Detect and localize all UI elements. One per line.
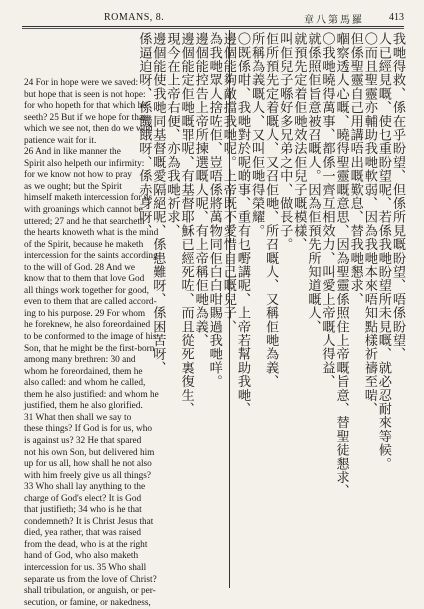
chinese-column: 邊個能使我哋同基督嘅愛隔絕呢、係患難呀、係困苦呀、	[150, 32, 166, 375]
english-line: that justifieth; 34 who is he that	[24, 505, 142, 516]
chinese-column: 〇我哋曉得萬事、都係一齊互相效力、叫愛上帝嘅人得益、	[319, 32, 335, 389]
chinese-running-title: 章八第馬羅	[304, 15, 364, 26]
english-line: shall tribulation, or anguish, or per-	[24, 586, 156, 597]
chinese-text-column	[136, 32, 405, 584]
english-line: these things? If God is for us, who	[24, 424, 153, 435]
english-line: patience wait for it.	[24, 135, 97, 146]
chinese-column: 我哋得救、係在乎盼望、但係所見嘅盼望、唔係盼望、	[390, 32, 405, 361]
english-line: as we ought; but the Spirit	[24, 181, 122, 192]
chinese-column: 為我哋眾人捨咗佢、豈唔係將萬物同佢白白咁賜過我哋咩。	[206, 32, 222, 389]
chinese-column: 邊個能定佢哋嘅罪呢、有基督耶穌已經死咗、而且從死裏復生、	[178, 32, 194, 416]
english-line: condemneth? It is Christ Jesus that	[24, 516, 154, 527]
chinese-column: 叫佢兒子喺好多兄弟之中、做長子。	[277, 32, 293, 252]
chinese-column: 係逼迫呀、係饑餓呀、係赤身呀、	[136, 32, 152, 238]
chinese-column: 就預先定着佢哋效法佢兒子嘅模樣、	[291, 32, 307, 252]
english-line: intercession for the saints according	[24, 251, 158, 262]
english-running-title: ROMANS, 8.	[104, 12, 165, 23]
english-line: himself maketh intercession for us	[24, 193, 153, 204]
english-line: intercession for us. 35 Who shall	[24, 562, 147, 573]
english-line: charge of God's elect? It is God	[24, 493, 142, 504]
english-line: which we see not, then do we with	[24, 124, 153, 135]
english-line: to be conformed to the image of his	[24, 332, 157, 343]
english-line: Son, that he might be the first-born	[24, 343, 155, 354]
english-line: seeth? 25 But if we hope for that	[24, 112, 146, 123]
page-number: 413	[389, 12, 404, 23]
english-line: know that to them that love God	[24, 274, 145, 285]
english-line: but hope that is seen is not hope:	[24, 89, 146, 100]
header-rule-secondary	[22, 28, 404, 29]
chinese-column: 現今在上帝右便、亦為我哋祈求、	[164, 32, 180, 238]
english-line: 26 And in like manner the	[24, 147, 121, 158]
english-line: to the will of God. 28 And we	[24, 262, 136, 273]
english-line: with groanings which cannot be	[24, 205, 143, 216]
chinese-column: 就係照佢旨意被召嘅人。因為佢預先所知道嘅人、	[305, 32, 321, 334]
chinese-column: 〇既係咁、我哋對於呢啲事、重有乜嘢講呢、上帝若幫助我哋、	[234, 32, 250, 416]
english-line: up for us all, how shall he not also	[24, 459, 152, 470]
chinese-column: 但係聖靈自己用講唔出嘅歎息、替我哋懇求、	[347, 32, 363, 306]
english-line: also called: and whom he called,	[24, 378, 146, 389]
english-line: 33 Who shall lay anything to the	[24, 482, 146, 493]
english-line: the hearts knoweth what is the mind	[24, 228, 159, 239]
english-line: Spirit also helpeth our infirmity:	[24, 158, 145, 169]
english-line: he foreknew, he also foreordained	[24, 320, 151, 331]
english-line: justified, them he also glorified.	[24, 401, 143, 412]
english-line: not his own Son, but delivered him	[24, 447, 155, 458]
english-line: from the dead, who is at the right	[24, 539, 148, 550]
english-line: is against us? 32 He that spared	[24, 435, 142, 446]
english-line: hand of God, who also maketh	[24, 551, 139, 562]
chinese-column: 所稱為義嘅人、又叫佢哋得榮耀。	[249, 32, 265, 238]
page-header	[22, 10, 404, 26]
english-line: secution, or famine, or nakedness,	[24, 597, 151, 608]
english-line: ing to his purpose. 29 For whom	[24, 308, 146, 319]
english-line: even to them that are called accord-	[24, 297, 157, 308]
english-line: separate us from the love of Christ?	[24, 574, 157, 585]
english-line: died, yea rather, that was raised	[24, 528, 142, 539]
english-line: all things work together for good,	[24, 285, 149, 296]
english-line: with him freely give us all things?	[24, 470, 152, 481]
english-line: 31 What then shall we say to	[24, 412, 132, 423]
english-line: them he also justified: and whom he	[24, 389, 159, 400]
english-line: 24 For in hope were we saved:	[24, 78, 139, 88]
chinese-column: 邊個能夠敵擋我哋呢。上帝既不愛惜自己嘅兒子、	[220, 32, 236, 334]
english-line: among many brethren: 30 and	[24, 355, 136, 366]
chinese-column: 人已經見嘅、使乜重盼望呢、若係我哋盼望所未見嘅、就必忍耐來等候。	[375, 32, 391, 471]
english-line: for who hopeth for that which he	[24, 101, 147, 112]
english-line: for we know not how to pray	[24, 170, 132, 181]
english-line: uttered; 27 and he that searcheth	[24, 216, 145, 227]
chinese-column: 嗰察透人心嘅、曉得聖靈嘅意思、因為聖靈係照住上帝嘅旨意、替聖徒懇求、	[333, 32, 349, 498]
header-rule	[22, 26, 404, 27]
chinese-column: 佢所預先定着嘅人、又召佢哋、所召嘅人、又稱佢哋為義、	[263, 32, 279, 389]
english-line: of the Spirit, because he maketh	[24, 239, 144, 250]
english-line: whom he foreordained, them he	[24, 366, 143, 377]
chinese-column: 〇而且聖靈亦輔助我哋軟弱、因為我哋本來唔知點樣祈禱至啱、	[361, 32, 377, 416]
chinese-column: 邊個能控告上帝所揀選嘅人呢、有上帝稱佢哋為義、	[192, 32, 208, 348]
